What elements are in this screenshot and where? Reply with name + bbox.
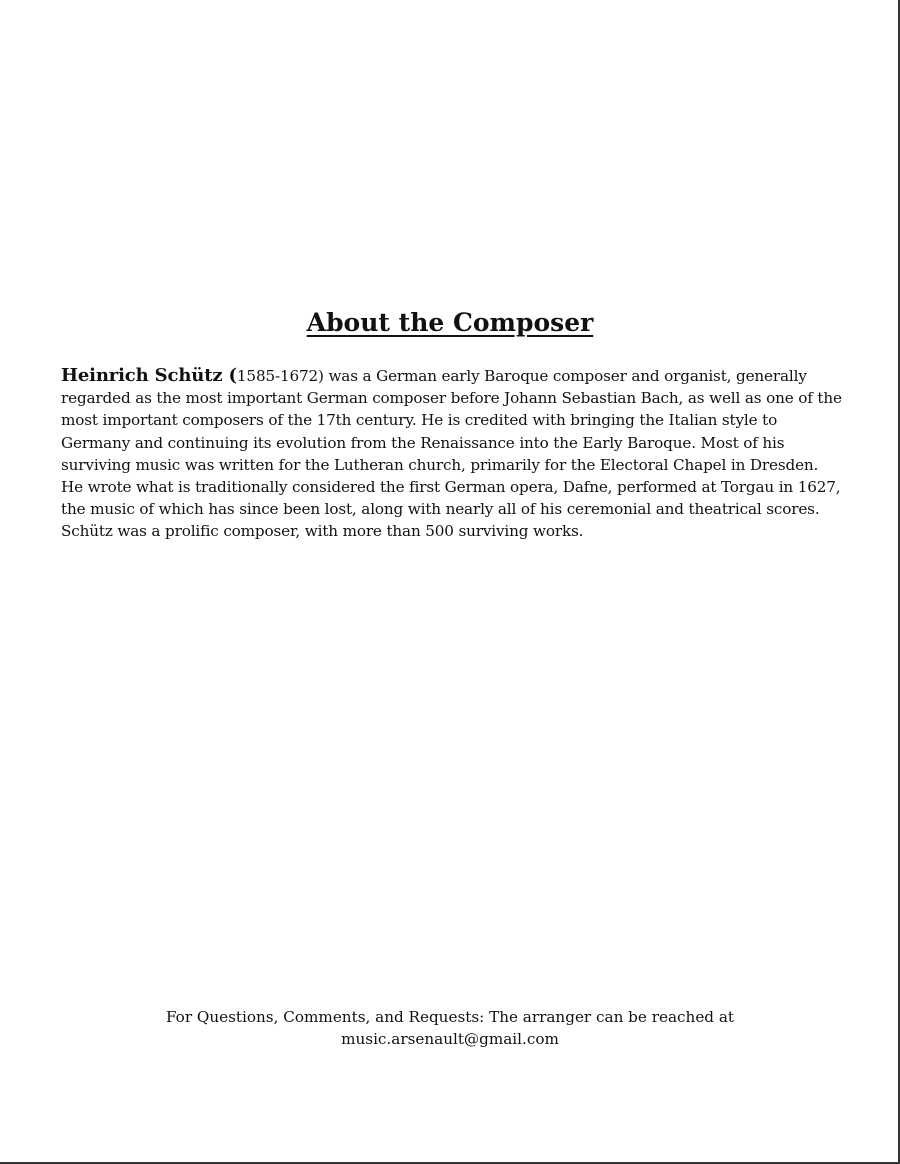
composer-name: Heinrich Schütz ( xyxy=(61,365,237,386)
contact-footer xyxy=(0,1006,900,1050)
contact-line: For Questions, Comments, and Requests: The arranger can be reached at xyxy=(165,1008,735,1026)
composer-bio xyxy=(61,365,843,543)
page-title: About the Composer xyxy=(306,308,594,337)
contact-email: music.arsenault@gmail.com xyxy=(341,1030,559,1048)
composer-bio-text: 1585-1672) was a German early Baroque composer and organist, generally regarded as the most important German composer before Johann Sebastian Bach, as well as one of the most important composers of the 17th century. He is credited with bringing the Italian style to Germany and continuing its evolution from the Renaissance into the Early Baroque. Most of his surviving music was written for the Lutheran church, primarily for the Electoral Chapel in Dresden. He wrote what is traditionally considered the first German opera, Dafne, performed at Torgau in 1627, the music of which has since been lost, along with nearly all of his ceremonial and theatrical scores. Schütz was a prolific composer, with more than 500 surviving works. xyxy=(61,367,842,541)
